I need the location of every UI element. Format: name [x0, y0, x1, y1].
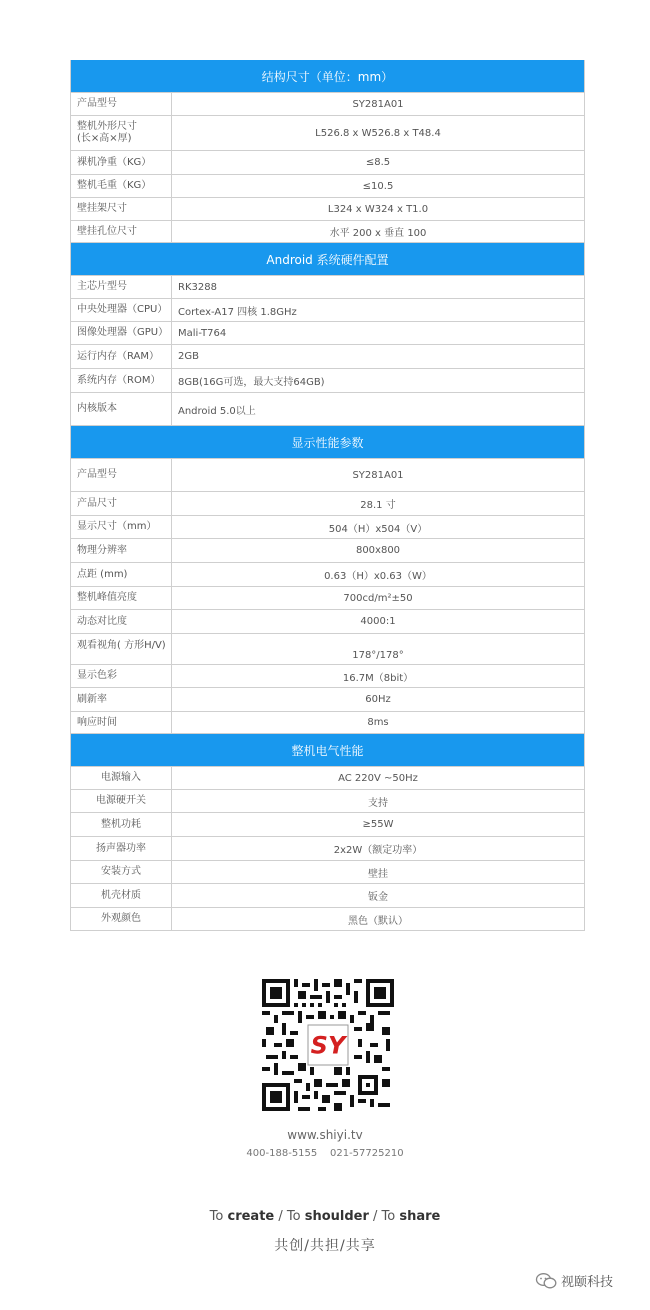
row-label: 整机毛重（KG）	[71, 175, 172, 197]
row-label: 电源输入	[71, 767, 172, 789]
table-row	[71, 539, 584, 563]
table-row	[71, 345, 584, 369]
row-label: 内核版本	[71, 393, 172, 425]
table-row	[71, 116, 584, 151]
table-row	[71, 634, 584, 665]
section-title-display: 显示性能参数	[71, 426, 584, 459]
table-row	[71, 198, 584, 221]
spec-table	[70, 60, 585, 931]
table-row	[71, 837, 584, 861]
table-row	[71, 492, 584, 516]
wechat-icon	[535, 1272, 557, 1290]
row-value: 504（H）x504（V）	[328, 523, 428, 535]
row-label: 刷新率	[71, 688, 172, 711]
row-value: 2x2W（额定功率）	[333, 845, 423, 856]
row-value: 8ms	[367, 717, 389, 728]
row-value: ≤10.5	[362, 180, 394, 192]
slogan-cn: 共创/共担/共享	[274, 1238, 376, 1254]
row-label: 整机功耗	[71, 813, 172, 836]
row-label: 扬声器功率	[71, 837, 172, 860]
row-label: 裸机净重（KG）	[71, 151, 172, 174]
qr-code-image	[262, 979, 394, 1111]
table-row	[71, 563, 584, 587]
row-label: 系统内存（ROM）	[71, 369, 172, 392]
row-label: 响应时间	[71, 712, 172, 733]
row-value: 2GB	[178, 351, 199, 362]
qr-logo-text: SY	[310, 1031, 346, 1060]
table-row	[71, 688, 584, 712]
row-label: 图像处理器（GPU）	[71, 322, 172, 344]
row-value: 28.1 寸	[360, 500, 396, 511]
row-label: 中央处理器（CPU）	[71, 299, 172, 321]
row-value: 8GB(16G可选，最大支持64GB)	[178, 377, 325, 388]
row-label: 产品尺寸	[71, 492, 172, 515]
row-value: 支持	[368, 797, 388, 809]
row-label: 机壳材质	[71, 884, 172, 907]
row-value: 4000:1	[360, 616, 396, 627]
row-value: 黑色（默认）	[348, 915, 408, 927]
table-row	[71, 665, 584, 688]
row-value: 60Hz	[365, 694, 391, 705]
row-label: 产品型号	[71, 459, 172, 491]
row-value: SY281A01	[352, 98, 404, 110]
table-row	[71, 299, 584, 322]
row-label: 观看视角( 方形H/V)	[71, 634, 172, 664]
table-row	[71, 767, 584, 790]
table-row	[71, 276, 584, 299]
slogan-word-shoulder: shoulder	[304, 1209, 369, 1224]
row-label: 运行内存（RAM）	[71, 345, 172, 368]
slogan-separator: / To	[368, 1209, 400, 1224]
wechat-account-badge	[535, 1271, 613, 1290]
account-name: 视颐科技	[561, 1275, 614, 1290]
row-value: 800x800	[355, 545, 401, 556]
phone-numbers: 400-188-5155 021-57725210	[246, 1148, 404, 1159]
row-label: 壁挂孔位尺寸	[71, 221, 172, 242]
table-row	[71, 813, 584, 837]
table-row	[71, 93, 584, 116]
row-value: Android 5.0以上	[178, 405, 256, 417]
table-row	[71, 322, 584, 345]
slogan-separator: / To	[274, 1209, 305, 1224]
table-row	[71, 610, 584, 634]
row-label: 壁挂架尺寸	[71, 198, 172, 220]
section-title-android: Android 系统硬件配置	[71, 243, 584, 276]
row-value: L324 x W324 x T1.0	[327, 203, 429, 215]
row-value: 700cd/m²±50	[343, 592, 413, 604]
table-row	[71, 884, 584, 908]
row-value: ≥55W	[362, 819, 394, 830]
slogan-to: To	[209, 1209, 228, 1224]
section-title-electrical: 整机电气性能	[71, 734, 584, 767]
row-value: L526.8 x W526.8 x T48.4	[315, 127, 441, 139]
table-row	[71, 516, 584, 539]
row-label: 动态对比度	[71, 610, 172, 633]
row-value: 水平 200 x 垂直 100	[329, 228, 427, 239]
row-value: AC 220V ~50Hz	[338, 772, 418, 784]
row-label: 点距 (mm)	[71, 563, 172, 586]
slogan-word-create: create	[227, 1209, 275, 1224]
row-value: Mali-T764	[178, 327, 227, 339]
slogan-word-share: share	[399, 1209, 441, 1224]
row-value: ≤8.5	[365, 157, 391, 168]
row-value: Cortex-A17 四核 1.8GHz	[178, 306, 297, 318]
table-row	[71, 459, 584, 492]
table-row	[71, 587, 584, 610]
row-value: RK3288	[178, 281, 217, 293]
row-value: 178°/178°	[352, 650, 404, 661]
row-value: 壁挂	[368, 868, 388, 880]
table-row	[71, 861, 584, 884]
row-value: SY281A01	[352, 469, 404, 481]
table-row	[71, 369, 584, 393]
row-value: 0.63（H）x0.63（W）	[324, 571, 432, 582]
table-row	[71, 712, 584, 734]
row-label: 显示尺寸（mm）	[71, 516, 172, 538]
table-row	[71, 221, 584, 243]
row-label: 电源硬开关	[71, 790, 172, 812]
table-row	[71, 908, 584, 931]
slogan-en	[0, 1209, 650, 1224]
row-label: 外观颜色	[71, 908, 172, 930]
table-row	[71, 151, 584, 175]
table-row	[71, 393, 584, 426]
row-label: 整机外形尺寸 (长×高×厚)	[71, 116, 172, 150]
row-label: 显示色彩	[71, 665, 172, 687]
row-label: 整机峰值亮度	[71, 587, 172, 609]
row-value: 钣金	[368, 892, 388, 903]
row-label: 物理分辨率	[71, 539, 172, 562]
table-row	[71, 175, 584, 198]
row-label: 主芯片型号	[71, 276, 172, 298]
row-value: 16.7M（8bit）	[342, 672, 414, 684]
section-title-structure: 结构尺寸（单位：mm）	[71, 60, 584, 93]
table-row	[71, 790, 584, 813]
row-label: 产品型号	[71, 93, 172, 115]
website-text: www.shiyi.tv	[287, 1128, 363, 1142]
row-label: 安装方式	[71, 861, 172, 883]
